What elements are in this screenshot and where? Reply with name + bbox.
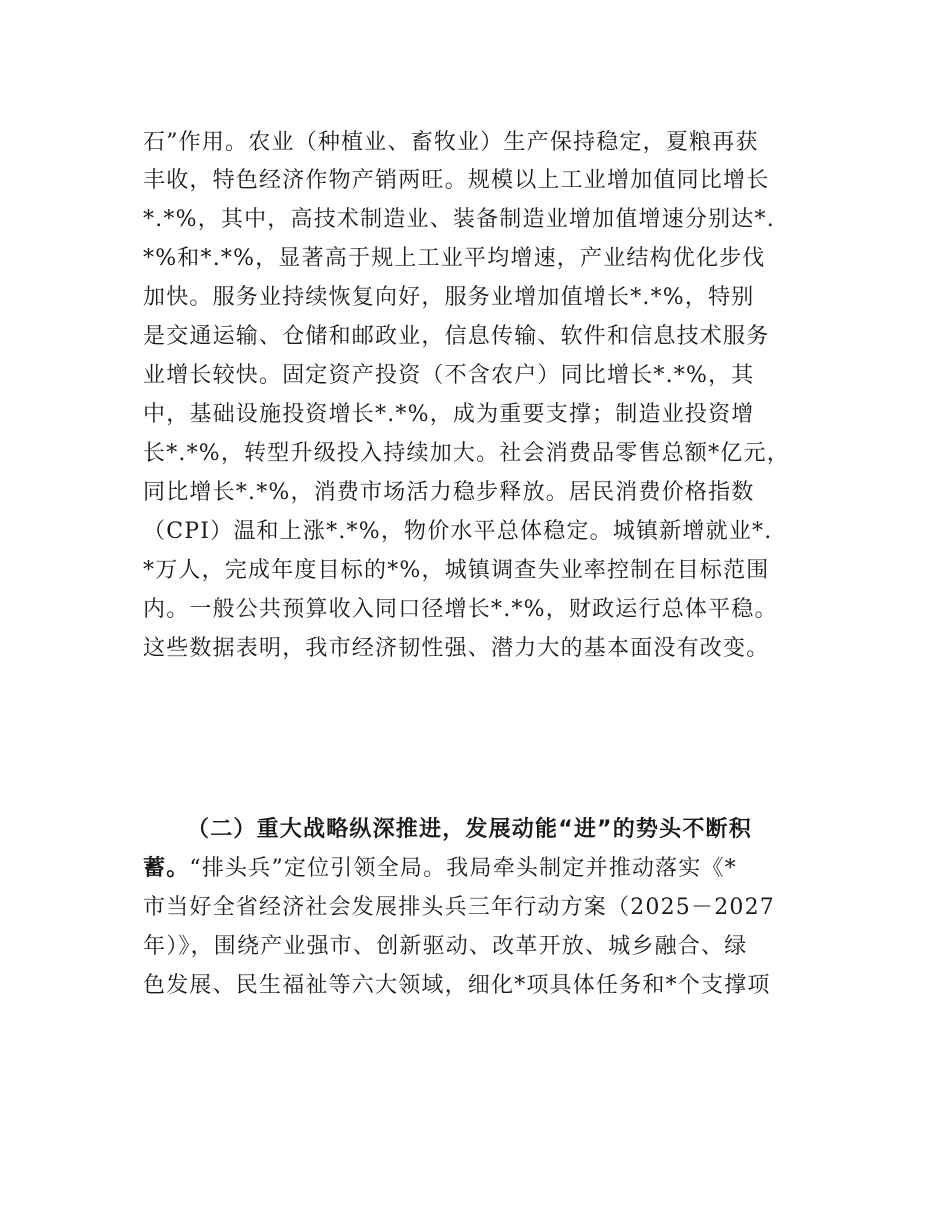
paragraph-line: 加快。服务业持续恢复向好，服务业增加值增长*.*%，特别: [143, 285, 755, 310]
paragraph-line: 同比增长*.*%，消费市场活力稳步释放。居民消费价格指数: [143, 480, 755, 505]
paragraph-line: 这些数据表明，我市经济韧性强、潜力大的基本面没有改变。: [143, 636, 770, 661]
section-heading-end: 蓄。: [143, 856, 190, 881]
paragraph-line: [143, 854, 737, 884]
paragraph-line: 长*.*%，转型升级投入持续加大。社会消费品零售总额*亿元，: [143, 441, 790, 466]
paragraph-line: 石”作用。农业（种植业、畜牧业）生产保持稳定，夏粮再获: [143, 130, 759, 155]
paragraph-line: 丰收，特色经济作物产销两旺。规模以上工业增加值同比增长: [143, 168, 770, 193]
paragraph-line: （CPI）温和上涨*.*%，物价水平总体稳定。城镇新增就业*.: [143, 519, 773, 544]
paragraph-line: *.*%，其中，高技术制造业、装备制造业增加值增速分别达*.: [143, 207, 775, 232]
section-heading-line: [187, 815, 752, 845]
paragraph-line: 中，基础设施投资增长*.*%，成为重要支撑；制造业投资增: [143, 402, 755, 427]
paragraph-line: 市当好全省经济社会发展排头兵三年行动方案（2025－2027: [143, 895, 775, 920]
section-heading: （二）重大战略纵深推进，发展动能“进”的势头不断积: [187, 817, 752, 842]
paragraph-line: 年）》，围绕产业强市、创新驱动、改革开放、城乡融合、绿: [143, 934, 748, 959]
paragraph-line: 是交通运输、仓储和邮政业，信息传输、软件和信息技术服务: [143, 324, 770, 349]
paragraph-line: 内。一般公共预算收入同口径增长*.*%，财政运行总体平稳。: [143, 597, 778, 622]
paragraph-line: 色发展、民生福祉等六大领域，细化*项具体任务和*个支撑项: [143, 973, 771, 998]
paragraph-line: *万人，完成年度目标的*%，城镇调查失业率控制在目标范围: [143, 558, 770, 583]
paragraph-line: *%和*.*%，显著高于规上工业平均增速，产业结构优化步伐: [143, 246, 766, 271]
paragraph-line: 业增长较快。固定资产投资（不含农户）同比增长*.*%，其: [143, 363, 755, 388]
paragraph-text: “排头兵”定位引领全局。我局牵头制定并推动落实《*: [189, 856, 737, 881]
